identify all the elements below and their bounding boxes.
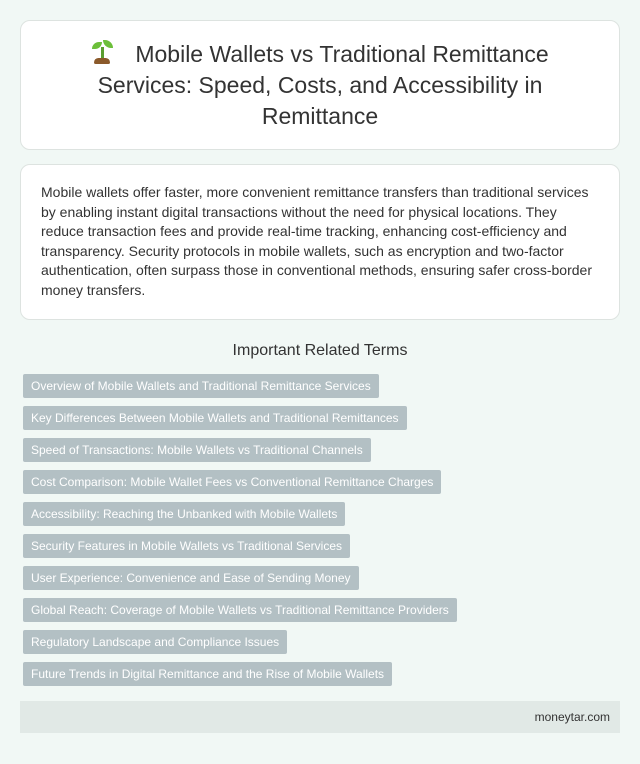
title-card: [20, 20, 620, 150]
related-term-link[interactable]: Regulatory Landscape and Compliance Issues: [23, 630, 287, 654]
related-term-link[interactable]: Speed of Transactions: Mobile Wallets vs Traditional Channels: [23, 438, 371, 462]
related-term-link[interactable]: Cost Comparison: Mobile Wallet Fees vs Conventional Remittance Charges: [23, 470, 441, 494]
footer: [20, 701, 620, 733]
sprout-icon: [91, 39, 113, 65]
related-terms-list: [23, 374, 617, 694]
related-term-link[interactable]: Accessibility: Reaching the Unbanked with Mobile Wallets: [23, 502, 345, 526]
page-title: [51, 39, 589, 132]
related-terms-heading: Important Related Terms: [232, 342, 408, 359]
related-term-link[interactable]: Security Features in Mobile Wallets vs Traditional Services: [23, 534, 350, 558]
related-term-link[interactable]: Future Trends in Digital Remittance and the Rise of Mobile Wallets: [23, 662, 392, 686]
related-term-link[interactable]: Key Differences Between Mobile Wallets and Traditional Remittances: [23, 406, 407, 430]
related-term-link[interactable]: Global Reach: Coverage of Mobile Wallets vs Traditional Remittance Providers: [23, 598, 457, 622]
footer-site-link[interactable]: moneytar.com: [534, 710, 610, 724]
summary-text: Mobile wallets offer faster, more convenient remittance transfers than traditional services by enabling instant digital transactions without the need for physical locations. They reduce transaction fees and provide real-time tracking, enhancing cost-efficiency and transparency. Security protocols in mobile wallets, such as encryption and two-factor authentication, often surpass those in conventional methods, ensuring safer cross-border money transfers.: [41, 184, 592, 298]
related-term-link[interactable]: User Experience: Convenience and Ease of Sending Money: [23, 566, 359, 590]
related-term-link[interactable]: Overview of Mobile Wallets and Traditional Remittance Services: [23, 374, 379, 398]
summary-card: [20, 164, 620, 320]
page-title-text: Mobile Wallets vs Traditional Remittance Services: Speed, Costs, and Accessibility in Remittance: [97, 40, 549, 129]
